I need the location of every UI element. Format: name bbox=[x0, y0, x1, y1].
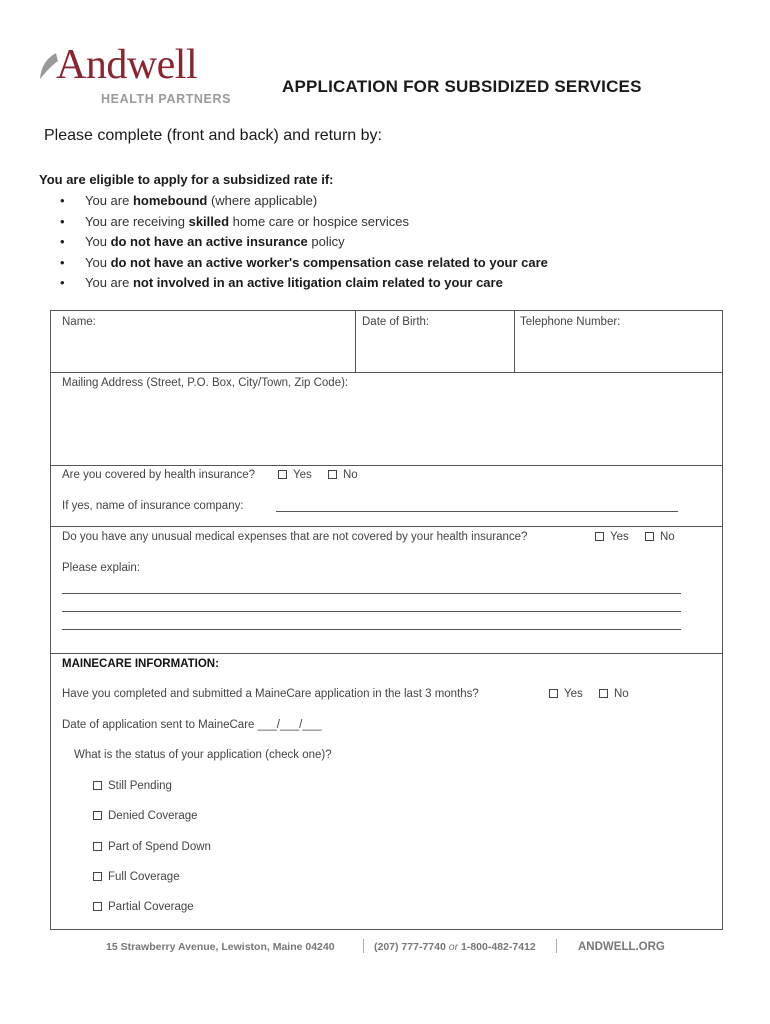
mainecare-yes-checkbox[interactable]: Yes bbox=[549, 688, 583, 700]
eligibility-item: • You are homebound (where applicable) bbox=[60, 191, 548, 212]
status-partial-coverage-checkbox[interactable]: Partial Coverage bbox=[93, 901, 194, 913]
explain-line[interactable] bbox=[62, 611, 681, 612]
mainecare-date-sent-field[interactable]: Date of application sent to MaineCare ___/___/___ bbox=[62, 719, 322, 731]
mainecare-no-checkbox[interactable]: No bbox=[599, 688, 629, 700]
return-instructions: Please complete (front and back) and return by: bbox=[44, 127, 382, 144]
name-field[interactable]: Name: bbox=[62, 316, 96, 328]
insurance-company-label: If yes, name of insurance company: bbox=[62, 500, 244, 512]
application-form bbox=[50, 310, 723, 930]
status-still-pending-checkbox[interactable]: Still Pending bbox=[93, 780, 172, 792]
explain-line[interactable] bbox=[62, 629, 681, 630]
medical-no-checkbox[interactable]: No bbox=[645, 531, 675, 543]
logo-wordmark: Andwell bbox=[56, 42, 198, 88]
insurance-no-checkbox[interactable]: No bbox=[328, 469, 358, 481]
mainecare-heading: MAINECARE INFORMATION: bbox=[62, 658, 219, 670]
medical-expenses-question: Do you have any unusual medical expenses that are not covered by your health insurance? bbox=[62, 531, 528, 543]
telephone-field[interactable]: Telephone Number: bbox=[520, 316, 621, 328]
status-full-coverage-checkbox[interactable]: Full Coverage bbox=[93, 871, 180, 883]
application-status-question: What is the status of your application (check one)? bbox=[74, 749, 332, 761]
footer-address: 15 Strawberry Avenue, Lewiston, Maine 04240 bbox=[106, 941, 335, 953]
insurance-question: Are you covered by health insurance? bbox=[62, 469, 256, 481]
insurance-yes-checkbox[interactable]: Yes bbox=[278, 469, 312, 481]
footer-website[interactable]: ANDWELL.ORG bbox=[578, 941, 665, 953]
medical-yes-checkbox[interactable]: Yes bbox=[595, 531, 629, 543]
footer-divider bbox=[556, 939, 557, 953]
eligibility-heading: You are eligible to apply for a subsidized rate if: bbox=[39, 172, 334, 187]
eligibility-item: • You are not involved in an active litigation claim related to your care bbox=[60, 273, 548, 294]
footer-divider bbox=[363, 939, 364, 953]
please-explain-label: Please explain: bbox=[62, 562, 140, 574]
mailing-address-field[interactable]: Mailing Address (Street, P.O. Box, City/Town, Zip Code): bbox=[62, 377, 349, 389]
eligibility-item: • You do not have an active insurance policy bbox=[60, 232, 548, 253]
explain-line[interactable] bbox=[62, 593, 681, 594]
status-denied-coverage-checkbox[interactable]: Denied Coverage bbox=[93, 810, 198, 822]
eligibility-list bbox=[60, 191, 548, 294]
mainecare-question: Have you completed and submitted a MaineCare application in the last 3 months? bbox=[62, 688, 479, 700]
insurance-company-input-line[interactable] bbox=[276, 511, 678, 512]
eligibility-item: • You do not have an active worker's compensation case related to your care bbox=[60, 253, 548, 274]
logo-subtitle: HEALTH PARTNERS bbox=[101, 92, 232, 106]
eligibility-item: • You are receiving skilled home care or hospice services bbox=[60, 212, 548, 233]
document-title: APPLICATION FOR SUBSIDIZED SERVICES bbox=[282, 77, 642, 96]
footer-phone: (207) 777-7740 or 1-800-482-7412 bbox=[374, 941, 536, 953]
date-of-birth-field[interactable]: Date of Birth: bbox=[362, 316, 430, 328]
status-spend-down-checkbox[interactable]: Part of Spend Down bbox=[93, 841, 211, 853]
